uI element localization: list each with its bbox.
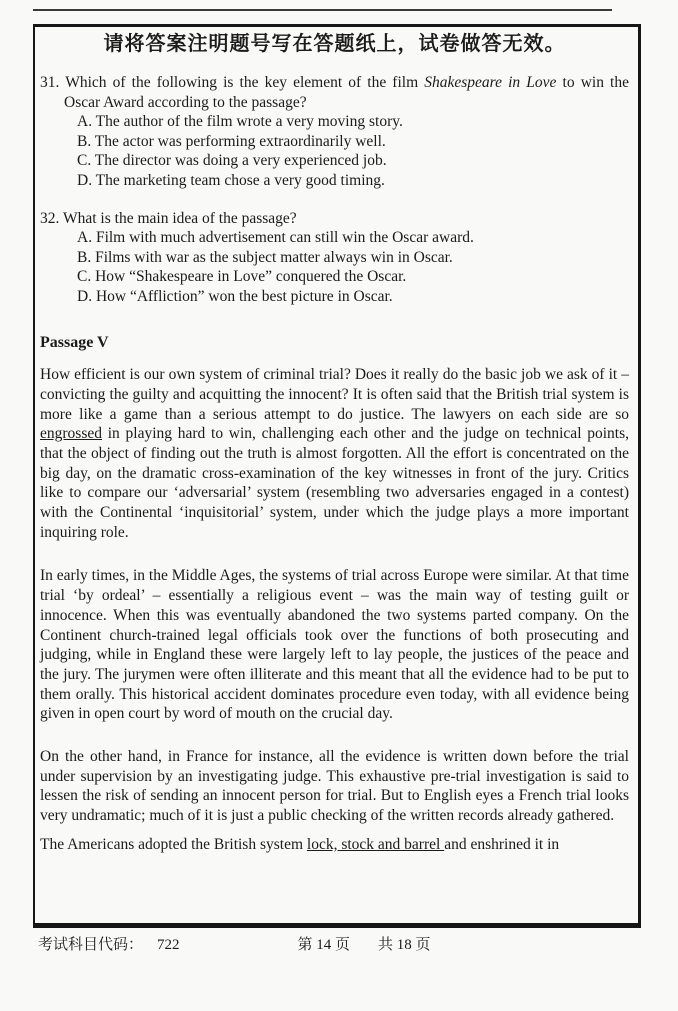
question-31-option-d: D. The marketing team chose a very good timing. <box>77 171 385 189</box>
film-title-italic: Shakespeare in Love <box>424 74 557 91</box>
question-31-text-post: to win the Oscar Award according to the passage? <box>64 74 629 111</box>
page-footer <box>38 936 431 955</box>
passage-heading: Passage V <box>40 333 109 351</box>
answer-sheet-notice: 请将答案注明题号写在答题纸上，试卷做答无效。 <box>103 33 566 55</box>
paragraph-1-text-pre: How efficient is our own system of criminal trial? Does it really do the basic job we ask of it – convicting the guilty and acquitting the innocent? It is often said that the British trial system is more like a game than a serious attempt to do justice. The lawyers on each side are so <box>40 366 629 423</box>
question-31-option-b: B. The actor was performing extraordinarily well. <box>77 132 386 150</box>
question-32-stem <box>40 209 629 229</box>
passage-paragraph-1 <box>40 365 629 542</box>
total-pages: 共 18 页 <box>378 937 431 953</box>
subject-code-value: 722 <box>157 937 180 953</box>
question-32-option-d: D. How “Affliction” won the best picture in Oscar. <box>77 287 393 305</box>
passage-paragraph-3: On the other hand, in France for instance, all the evidence is written down before the trial under supervision by an investigating judge. This exhaustive pre-trial investigation is said to lessen the risk of sending an innocent person for trial. But to English eyes a French trial looks very undramatic; much of it is just a public checking of the written records already gathered. <box>40 748 629 825</box>
question-31 <box>40 73 629 191</box>
question-32-option-b: B. Films with war as the subject matter always win in Oscar. <box>77 248 453 266</box>
content-border-box <box>33 24 641 928</box>
question-31-option-a: A. The author of the film wrote a very moving story. <box>77 113 403 131</box>
paragraph-1-underlined-word: engrossed <box>40 425 102 443</box>
paragraph-4-text-pre: The Americans adopted the British system <box>40 835 307 853</box>
passage-paragraph-4 <box>40 835 629 855</box>
paragraph-4-underlined-phrase: lock, stock and barrel <box>306 835 445 853</box>
page-number: 第 14 页 <box>297 937 351 953</box>
question-32-text: What is the main idea of the passage? <box>62 209 297 227</box>
question-31-option-c: C. The director was doing a very experienced job. <box>77 152 387 170</box>
question-32-number: 32. <box>40 209 60 227</box>
passage-paragraph-2: In early times, in the Middle Ages, the systems of trial across Europe were similar. At that time trial ‘by ordeal’ – essentially a religious event – was the main way of testing guilt or innocence. When this was eventually abandoned the two systems parted company. On the Continent church-trained legal officials took over the functions of both prosecuting and judging, while in England these were largely left to lay people, the justices of the peace and the jury. The jurymen were often illiterate and this meant that all the evidence had to be put to them orally. This historical accident dominates procedure even today, with all evidence being given in open court by word of mouth on the crucial day. <box>40 567 629 723</box>
question-31-stem <box>40 73 629 112</box>
paragraph-1-text-post: in playing hard to win, challenging each other and the judge on technical points, that the object of finding out the truth is almost forgotten. All the effort is concentrated on the big day, on the dramatic cross-examination of the key witnesses in front of the jury. Critics like to compare our ‘adversarial’ system (resembling two adversaries engaged in a contest) with the Continental ‘inquisitorial’ system, under which the judge plays a more important inquiring role. <box>40 425 629 541</box>
paragraph-4-text-post: and enshrined it in <box>444 835 560 853</box>
question-31-text-pre: Which of the following is the key element of the film <box>65 74 425 91</box>
subject-code-label: 考试科目代码： <box>38 937 144 953</box>
question-31-number: 31. <box>40 74 60 91</box>
question-32 <box>40 209 629 307</box>
scan-artifact-line <box>33 9 612 11</box>
question-32-option-a: A. Film with much advertisement can still win the Oscar award. <box>77 229 474 247</box>
question-32-option-c: C. How “Shakespeare in Love” conquered the Oscar. <box>77 268 407 286</box>
